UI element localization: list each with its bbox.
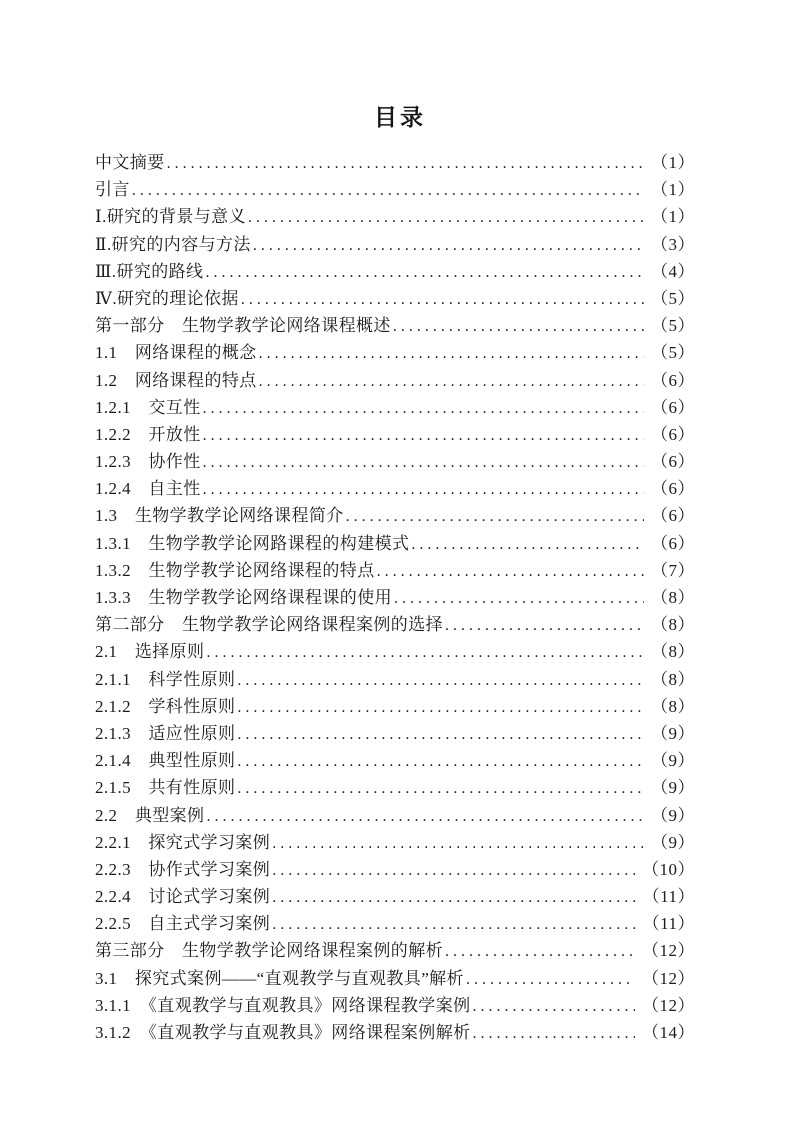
toc-entry-label: 2.1.2 学科性原则	[95, 696, 236, 716]
dot-leader	[237, 720, 644, 748]
toc-entry	[95, 856, 695, 883]
toc-entry	[95, 312, 695, 339]
toc-entry	[95, 149, 695, 176]
toc-entry-label: 1.3 生物学教学论网络课程简介	[95, 506, 344, 526]
toc-entry	[95, 584, 695, 611]
toc-entry-label: 第一部分 生物学教学论网络课程概述	[95, 316, 391, 336]
toc-entry-page: （12）	[642, 941, 695, 961]
toc-entry	[95, 774, 695, 801]
toc-entry	[95, 530, 695, 557]
toc-entry-page: （8）	[651, 642, 695, 662]
toc-entry-label: 1.2.3 协作性	[95, 452, 201, 472]
toc-entry-label: Ⅲ.研究的路线	[95, 261, 204, 281]
dot-leader	[237, 774, 644, 802]
toc-entry-label: 1.1 网络课程的概念	[95, 343, 257, 363]
toc-entry-label: 2.1.5 共有性原则	[95, 778, 236, 798]
toc-entry	[95, 883, 695, 910]
toc-entry	[95, 1019, 695, 1046]
toc-entry-label: 2.2 典型案例	[95, 805, 205, 825]
dot-leader	[473, 1019, 636, 1047]
toc-entry-page: （5）	[651, 316, 695, 336]
toc-entry-label: 2.1 选择原则	[95, 642, 205, 662]
dot-leader	[167, 149, 644, 177]
toc-entry	[95, 231, 695, 258]
toc-entry-page: （10）	[642, 859, 695, 879]
toc-entry-page: （7）	[651, 560, 695, 580]
dot-leader	[203, 421, 644, 449]
dot-leader	[346, 502, 644, 530]
toc-entry-page: （9）	[651, 751, 695, 771]
toc-entry	[95, 638, 695, 665]
toc-entry	[95, 285, 695, 312]
dot-leader	[272, 910, 635, 938]
toc-entry	[95, 910, 695, 937]
toc-entry-label: 1.2 网络课程的特点	[95, 370, 257, 390]
toc-entry-page: （6）	[651, 506, 695, 526]
dot-leader	[206, 802, 644, 830]
toc-entry-page: （3）	[651, 234, 695, 254]
toc-entry-page: （9）	[651, 778, 695, 798]
dot-leader	[237, 693, 644, 721]
toc-entry-page: （9）	[651, 832, 695, 852]
toc-entry-label: 第二部分 生物学教学论网络课程案例的选择	[95, 615, 443, 635]
page-title: 目录	[374, 104, 426, 130]
dot-leader	[466, 965, 635, 993]
dot-leader	[394, 584, 644, 612]
toc-entry	[95, 421, 695, 448]
toc-entry-label: 2.1.4 典型性原则	[95, 751, 236, 771]
toc-entry-page: （6）	[651, 533, 695, 553]
dot-leader	[272, 829, 644, 857]
toc-entry-label: 引言	[95, 180, 130, 200]
toc-entry	[95, 394, 695, 421]
toc-entry-page: （12）	[642, 995, 695, 1015]
toc-entry-label: Ⅱ.研究的内容与方法	[95, 234, 251, 254]
toc-entry-label: 1.3.2 生物学教学论网络课程的特点	[95, 560, 375, 580]
dot-leader	[203, 448, 644, 476]
dot-leader	[241, 285, 644, 313]
toc-entry-page: （6）	[651, 397, 695, 417]
dot-leader	[411, 530, 644, 558]
toc-entry-page: （9）	[651, 805, 695, 825]
toc-entry-page: （9）	[651, 723, 695, 743]
toc-entry-label: 2.2.1 探究式学习案例	[95, 832, 271, 852]
toc-entry	[95, 611, 695, 638]
toc-entry	[95, 475, 695, 502]
dot-leader	[473, 992, 636, 1020]
toc-entry	[95, 965, 695, 992]
dot-leader	[205, 258, 644, 286]
toc-entry-label: Ⅳ.研究的理论依据	[95, 288, 239, 308]
dot-leader	[253, 231, 644, 259]
dot-leader	[132, 176, 644, 204]
toc-entry-label: 中文摘要	[95, 153, 165, 172]
toc-entry-page: （8）	[651, 669, 695, 689]
toc-entry-page: （14）	[642, 1023, 695, 1042]
toc-entry	[95, 176, 695, 203]
toc-entry-page: （12）	[642, 968, 695, 988]
toc-entry-label: 2.1.1 科学性原则	[95, 669, 236, 689]
toc-list	[95, 149, 695, 1046]
toc-entry-page: （5）	[651, 343, 695, 363]
dot-leader	[259, 339, 644, 367]
toc-entry-label: Ⅰ.研究的背景与意义	[95, 207, 246, 227]
toc-entry-label: 3.1.2 《直观教学与直观教具》网络课程案例解析	[95, 1023, 471, 1042]
toc-entry	[95, 802, 695, 829]
toc-entry-page: （8）	[651, 615, 695, 635]
toc-entry-page: （6）	[651, 452, 695, 472]
toc-entry-label: 1.2.2 开放性	[95, 424, 201, 444]
dot-leader	[237, 666, 644, 694]
toc-entry	[95, 937, 695, 964]
toc-entry-label: 第三部分 生物学教学论网络课程案例的解析	[95, 941, 443, 961]
toc-entry-page: （6）	[651, 370, 695, 390]
toc-entry	[95, 829, 695, 856]
toc-entry-page: （11）	[642, 914, 695, 934]
toc-entry	[95, 720, 695, 747]
toc-entry-label: 1.2.1 交互性	[95, 397, 201, 417]
toc-entry-label: 2.2.5 自主式学习案例	[95, 914, 271, 934]
dot-leader	[377, 557, 644, 585]
toc-entry-page: （4）	[651, 261, 695, 281]
toc-entry	[95, 502, 695, 529]
toc-entry	[95, 448, 695, 475]
toc-entry	[95, 557, 695, 584]
toc-entry-page: （1）	[651, 207, 695, 227]
toc-entry-label: 1.3.3 生物学教学论网络课程课的使用	[95, 588, 392, 607]
toc-entry-label: 1.2.4 自主性	[95, 479, 201, 499]
toc-entry	[95, 747, 695, 774]
toc-entry	[95, 693, 695, 720]
toc-entry-label: 3.1 探究式案例——“直观教学与直观教具”解析	[95, 968, 464, 988]
dot-leader	[203, 475, 644, 503]
dot-leader	[272, 883, 635, 911]
dot-leader	[445, 611, 644, 639]
toc-entry-label: 2.2.4 讨论式学习案例	[95, 887, 271, 907]
toc-entry-label: 1.3.1 生物学教学论网路课程的构建模式	[95, 533, 410, 553]
toc-entry	[95, 367, 695, 394]
toc-entry-page: （6）	[651, 424, 695, 444]
dot-leader	[259, 367, 644, 395]
toc-entry-label: 3.1.1 《直观教学与直观教具》网络课程教学案例	[95, 995, 471, 1015]
dot-leader	[206, 638, 644, 666]
toc-entry	[95, 258, 695, 285]
toc-entry-page: （1）	[651, 153, 695, 172]
dot-leader	[248, 203, 644, 231]
dot-leader	[237, 747, 644, 775]
dot-leader	[445, 937, 635, 965]
toc-entry-page: （1）	[651, 180, 695, 200]
toc-entry	[95, 339, 695, 366]
toc-entry-label: 2.2.3 协作式学习案例	[95, 859, 271, 879]
toc-entry	[95, 203, 695, 230]
dot-leader	[393, 312, 644, 340]
toc-entry	[95, 992, 695, 1019]
toc-entry-page: （8）	[651, 696, 695, 716]
toc-entry-page: （5）	[651, 288, 695, 308]
toc-entry	[95, 666, 695, 693]
toc-entry-page: （8）	[651, 588, 695, 607]
toc-entry-page: （11）	[642, 887, 695, 907]
toc-entry-page: （6）	[651, 479, 695, 499]
dot-leader	[203, 394, 644, 422]
toc-entry-label: 2.1.3 适应性原则	[95, 723, 236, 743]
dot-leader	[272, 856, 635, 884]
